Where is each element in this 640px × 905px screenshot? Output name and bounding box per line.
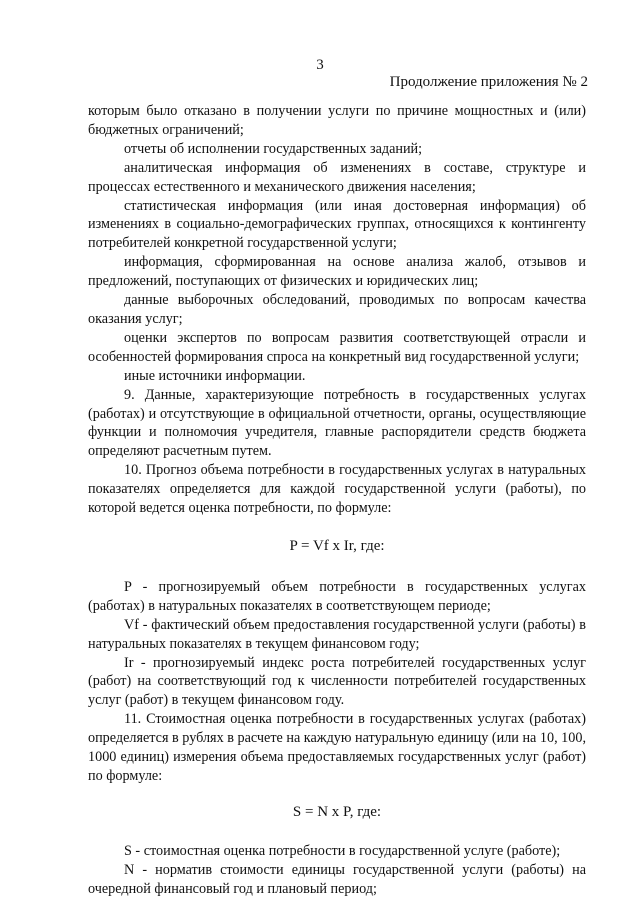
paragraph: которым было отказано в получении услуги по причине мощностных и (или) бюджетных ограничений; xyxy=(88,103,586,138)
definition-ir: Ir - прогнозируемый индекс роста потребителей государственных услуг (работ) на соответствующий год к численности потребителей государственных услуг (работ) в текущем финансовом году. xyxy=(88,654,586,709)
clause-10: 10. Прогноз объема потребности в государственных услугах в натуральных показателях определяется для каждой государственной услуги (работы), по которой ведется оценка потребности, по формуле: xyxy=(88,462,586,517)
list-item: отчеты об исполнении государственных заданий; xyxy=(124,140,423,157)
definition-vf: Vf - фактический объем предоставления государственной услуги (работы) в натуральных показателях в текущем финансовом году; xyxy=(88,616,586,652)
formula-volume: P = Vf x Ir, где: xyxy=(289,537,385,554)
definition-p: P - прогнозируемый объем потребности в государственных услугах (работах) в натуральных показателях в соответствующем периоде; xyxy=(88,578,586,614)
formula-cost: S = N x P, где: xyxy=(292,803,382,820)
list-item: данные выборочных обследований, проводимых по вопросам качества оказания услуг; xyxy=(88,292,586,327)
list-item: статистическая информация (или иная достоверная информация) об изменениях в социально-демографических группах, относящихся к контингенту потребителей конкретной государственной услуги; xyxy=(88,197,586,252)
list-item: информация, сформированная на основе анализа жалоб, отзывов и предложений, поступающих от физических и юридических лиц; xyxy=(88,254,586,290)
list-item: иные источники информации. xyxy=(124,367,306,384)
appendix-heading: Продолжение приложения № 2 xyxy=(389,74,588,90)
definition-s: S - стоимостная оценка потребности в государственной услуге (работе); xyxy=(124,842,561,859)
clause-11: 11. Стоимостная оценка потребности в государственных услугах (работах) определяется в рублях в расчете на каждую натуральную единицу (или на 10, 100, 1000 единиц) измерения объема предоставляемых государственных услуг (работ) по формуле: xyxy=(88,711,586,784)
list-item: аналитическая информация об изменениях в составе, структуре и процессах естественного и механического движения населения; xyxy=(88,159,586,195)
list-item: оценки экспертов по вопросам развития соответствующей отрасли и особенностей формирования спроса на конкретный вид государственной услуги; xyxy=(88,329,586,365)
clause-9: 9. Данные, характеризующие потребность в государственных услугах (работах) и отсутствующие в официальной отчетности, органы, осуществляющие функции и полномочия учредителя, главные распорядители средств бюджета определяют расчетным путем. xyxy=(88,386,586,460)
page-number: 3 xyxy=(316,57,324,73)
document-body xyxy=(88,102,586,899)
definition-n: N - норматив стоимости единицы государственной услуги (работы) на очередной финансовый год и плановый период; xyxy=(88,861,586,897)
